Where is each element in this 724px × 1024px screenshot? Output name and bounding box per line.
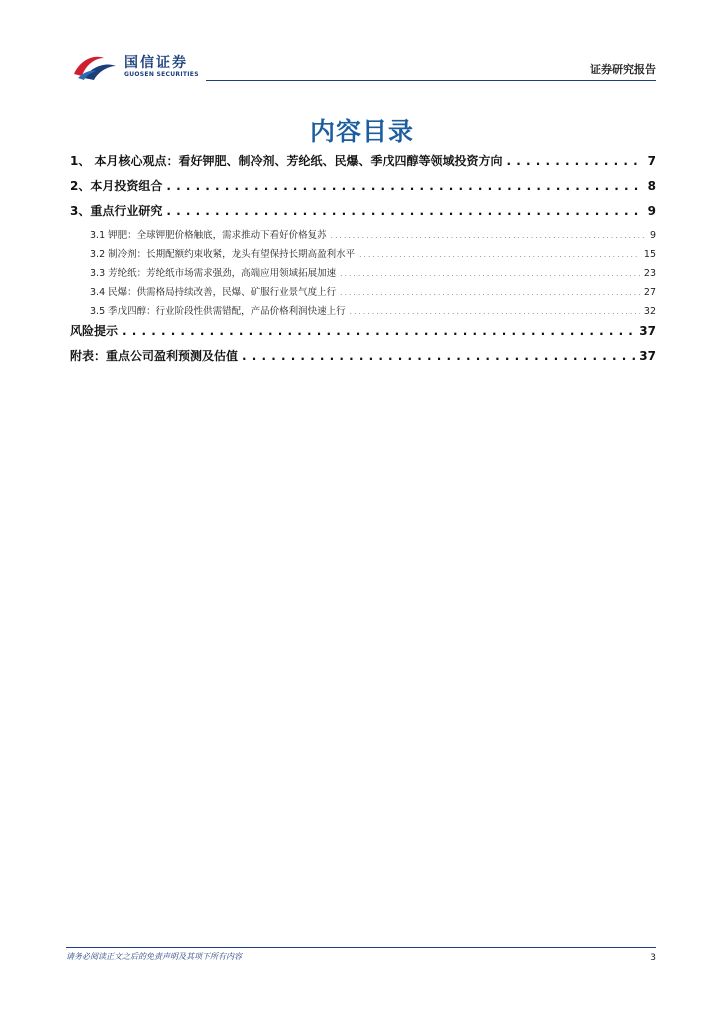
toc-entry[interactable] — [70, 152, 656, 177]
toc-subentry[interactable] — [70, 227, 656, 246]
toc-entry[interactable] — [70, 202, 656, 227]
toc-entry[interactable] — [70, 347, 656, 372]
toc-entry-label: 风险提示 — [70, 324, 119, 338]
toc-dot-leader — [340, 289, 640, 297]
toc-subentry[interactable] — [70, 265, 656, 284]
toc-entry-label: 3、重点行业研究 — [70, 204, 163, 218]
toc-entry-page: 9 — [649, 230, 656, 241]
toc-dot-leader — [242, 349, 635, 363]
toc-entry-label: 附表：重点公司盈利预测及估值 — [70, 349, 239, 363]
report-type-label: 证券研究报告 — [590, 63, 656, 76]
toc-entry-label: 3.4 民爆：供需格局持续改善，民爆、矿服行业景气度上行 — [90, 287, 337, 298]
toc-entry-label: 3.1 钾肥：全球钾肥价格触底，需求推动下看好价格复苏 — [90, 230, 327, 241]
toc-subentry[interactable] — [70, 303, 656, 322]
header-divider — [206, 80, 656, 81]
toc-dot-leader — [350, 308, 640, 316]
toc-dot-leader — [507, 154, 644, 168]
table-of-contents — [70, 152, 656, 372]
guosen-logo — [70, 52, 199, 82]
toc-entry-page: 15 — [643, 249, 656, 260]
toc-entry-page: 23 — [643, 268, 656, 279]
toc-entry[interactable] — [70, 177, 656, 202]
toc-entry-label: 3.3 芳纶纸：芳纶纸市场需求强劲，高端应用领域拓展加速 — [90, 268, 337, 279]
page-number: 3 — [650, 953, 656, 963]
toc-entry-page: 27 — [643, 287, 656, 298]
disclaimer-note: 请务必阅读正文之后的免责声明及其项下所有内容 — [66, 952, 242, 961]
logo-english-name: GUOSEN SECURITIES — [124, 71, 199, 78]
toc-entry-page: 8 — [647, 179, 656, 193]
toc-dot-leader — [331, 232, 646, 240]
toc-dot-leader — [340, 270, 640, 278]
toc-entry-label: 2、本月投资组合 — [70, 179, 163, 193]
toc-entry-page: 37 — [639, 349, 656, 363]
toc-subentry[interactable] — [70, 246, 656, 265]
page-header — [66, 50, 656, 84]
toc-dot-leader — [166, 204, 643, 218]
toc-entry-page: 32 — [643, 306, 656, 317]
toc-dot-leader — [122, 324, 635, 338]
toc-entry-page: 37 — [639, 324, 656, 338]
toc-entry[interactable] — [70, 322, 656, 347]
toc-dot-leader — [166, 179, 643, 193]
toc-entry-label: 3.2 制冷剂：长期配额约束收紧，龙头有望保持长期高盈利水平 — [90, 249, 356, 260]
toc-entry-page: 9 — [647, 204, 656, 218]
toc-entry-page: 7 — [647, 154, 656, 168]
toc-title: 内容目录 — [309, 117, 414, 146]
toc-subentry[interactable] — [70, 284, 656, 303]
guosen-logo-mark — [70, 52, 120, 82]
toc-dot-leader — [359, 251, 640, 259]
toc-entry-label: 1、 本月核心观点：看好钾肥、制冷剂、芳纶纸、民爆、季戊四醇等领域投资方向 — [70, 154, 503, 168]
footer-divider — [66, 947, 656, 948]
toc-entry-label: 3.5 季戊四醇：行业阶段性供需错配，产品价格利润快速上行 — [90, 306, 346, 317]
logo-chinese-name: 国信证券 — [124, 55, 188, 71]
